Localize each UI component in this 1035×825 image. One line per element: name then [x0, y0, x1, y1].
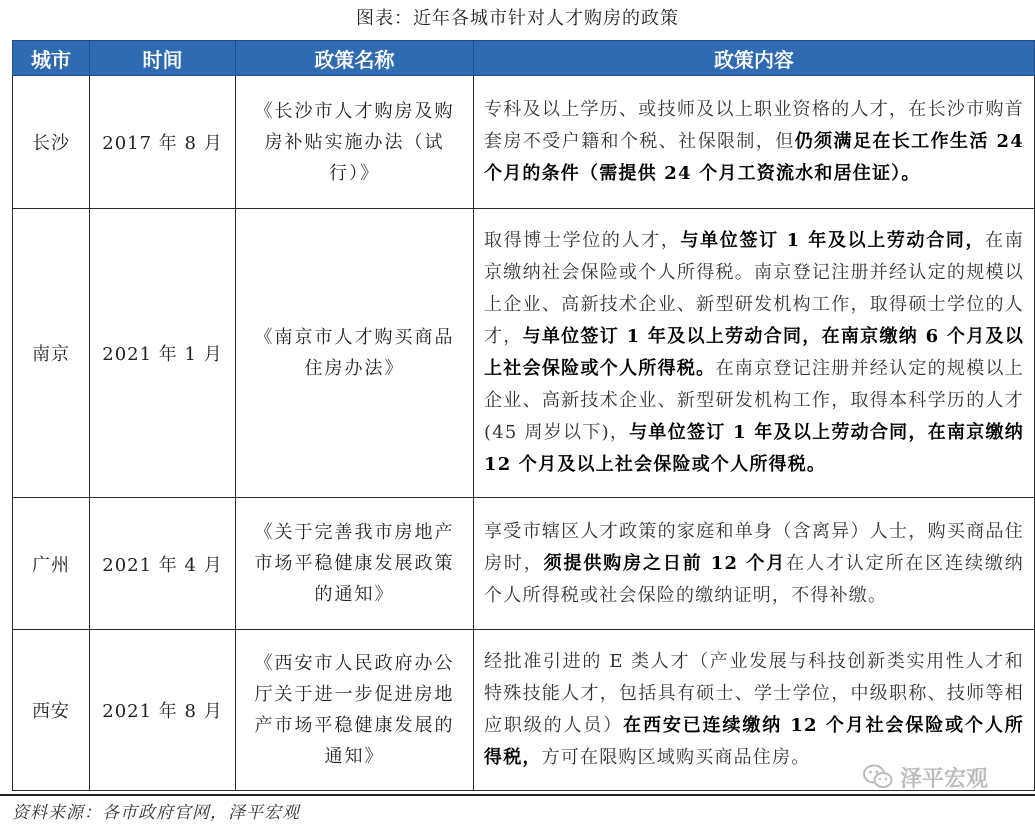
- content-emphasis: 仍须满足在长工作生活 24 个月的条件（需提供 24 个月工资流水和居住证）。: [484, 131, 1024, 184]
- cell-policy-content: [474, 76, 1035, 209]
- cell-city: 南京: [13, 209, 90, 498]
- cell-city: 西安: [13, 630, 90, 791]
- content-emphasis: 与单位签订 1 年及以上劳动合同，在南京缴纳 6 个月及以上社会保险或个人所得税。: [484, 326, 1024, 379]
- watermark-text: 泽平宏观: [900, 766, 989, 792]
- watermark: [862, 760, 988, 794]
- cell-policy-name: 《西安市人民政府办公厅关于进一步促进房地产市场平稳健康发展的通知》: [236, 630, 474, 791]
- content-text: 享受市辖区人才政策的家庭和单身（含离异）人士，购买商品住房时，: [484, 520, 1024, 574]
- wechat-icon: [862, 763, 894, 791]
- content-text: 专科及以上学历、或技师及以上职业资格的人才，在长沙市购首套房不受户籍和个税、社保限制，但: [484, 99, 1024, 152]
- header-time: 时间: [90, 41, 236, 76]
- content-text: 方可在限购区域购买商品住房。: [541, 747, 811, 768]
- source-note: 资料来源：各市政府官网，泽平宏观: [12, 803, 300, 823]
- cell-time: 2021 年 4 月: [90, 498, 236, 630]
- cell-policy-name: 《长沙市人才购房及购房补贴实施办法（试行）》: [236, 76, 474, 209]
- cell-city: 广州: [13, 498, 90, 630]
- content-text: 在南京登记注册并经认定的规模以上企业、高新技术企业、新型研发机构工作，取得本科学历的人才(45 周岁以下)，: [484, 358, 1024, 443]
- content-text: 取得博士学位的人才，: [484, 230, 681, 251]
- footer-divider: [0, 794, 1035, 796]
- table-row: [13, 209, 1035, 498]
- header-policy-content: 政策内容: [474, 41, 1035, 76]
- cell-time: 2021 年 1 月: [90, 209, 236, 498]
- cell-policy-content: [474, 498, 1035, 630]
- table-caption: 图表：近年各城市针对人才购房的政策: [356, 8, 679, 29]
- table-row: [13, 498, 1035, 630]
- content-text: 在南京缴纳社会保险或个人所得税。南京登记注册并经认定的规模以上企业、高新技术企业、新型研发机构工作，取得硕士学位的人才，: [484, 230, 1025, 347]
- content-text: 在人才认定所在区连续缴纳个人所得税或社会保险的缴纳证明，不得补缴。: [484, 552, 1024, 606]
- header-city: 城市: [13, 41, 90, 76]
- cell-policy-name: 《南京市人才购买商品住房办法》: [236, 209, 474, 498]
- cell-time: 2021 年 8 月: [90, 630, 236, 791]
- policy-table: [12, 40, 1035, 791]
- table-header-row: [13, 41, 1035, 76]
- cell-time: 2017 年 8 月: [90, 76, 236, 209]
- header-policy-name: 政策名称: [236, 41, 474, 76]
- cell-city: 长沙: [13, 76, 90, 209]
- content-emphasis: 与单位签订 1 年及以上劳动合同，: [680, 230, 986, 251]
- content-emphasis: 须提供购房之日前 12 个月: [543, 552, 787, 574]
- cell-policy-content: [474, 209, 1035, 498]
- content-text: 经批准引进的 E 类人才（产业发展与科技创新类实用性人才和特殊技能人才，包括具有硕士、学士学位，中级职称、技师等相应职级的人员）: [484, 651, 1024, 736]
- cell-policy-name: 《关于完善我市房地产市场平稳健康发展政策的通知》: [236, 498, 474, 630]
- content-emphasis: 与单位签订 1 年及以上劳动合同，在南京缴纳 12 个月及以上社会保险或个人所得税。: [484, 422, 1024, 475]
- table-row: [13, 76, 1035, 209]
- content-emphasis: 在西安已连续缴纳 12 个月社会保险或个人所得税，: [484, 715, 1024, 768]
